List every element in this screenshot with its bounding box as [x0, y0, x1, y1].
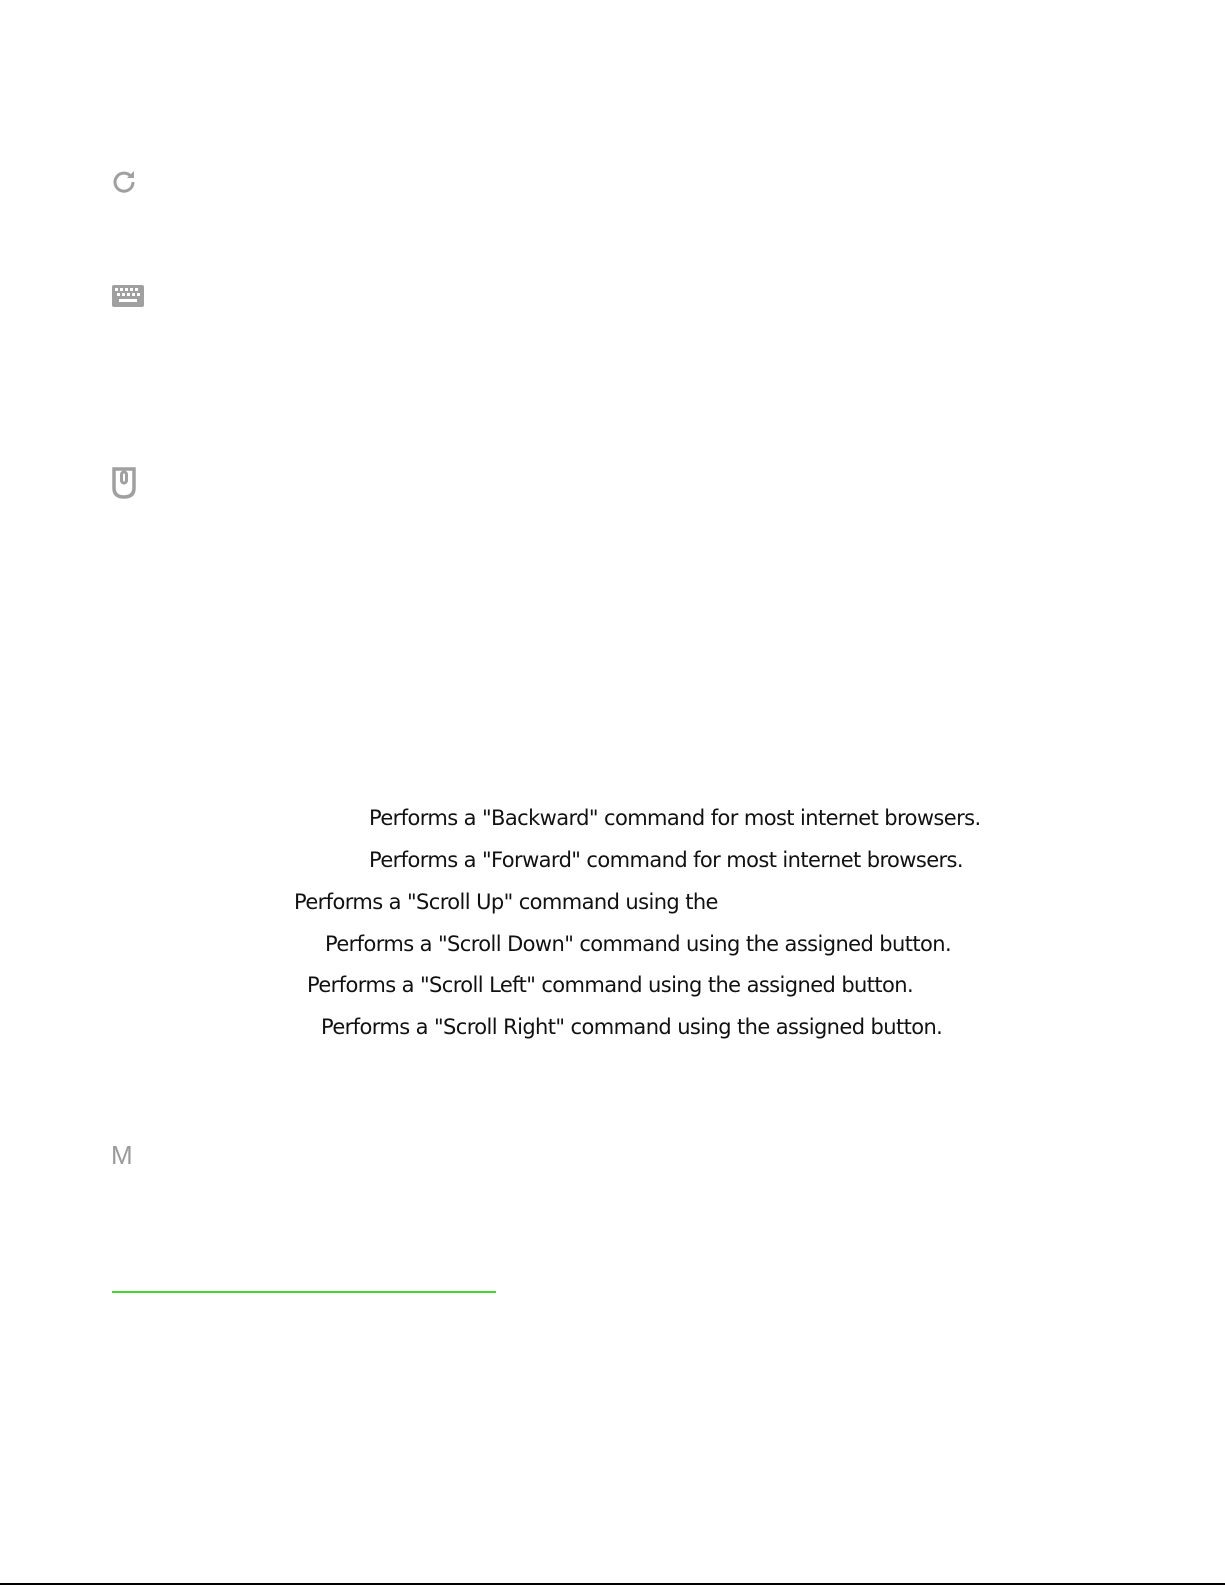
keyboard-icon	[111, 284, 145, 308]
refresh-icon	[110, 167, 138, 195]
macro-icon: M	[111, 1140, 133, 1170]
mouse-icon	[111, 466, 137, 500]
scroll-left-description: Performs a "Scroll Left" command using the assigned button.	[307, 973, 914, 997]
backward-description: Performs a "Backward" command for most internet browsers.	[369, 806, 981, 830]
scroll-down-description: Performs a "Scroll Down" command using the assigned button.	[325, 932, 952, 956]
forward-description: Performs a "Forward" command for most internet browsers.	[369, 848, 963, 872]
link-underline[interactable]	[112, 1291, 496, 1293]
scroll-up-description: Performs a "Scroll Up" command using the	[294, 890, 718, 914]
scroll-right-description: Performs a "Scroll Right" command using the assigned button.	[321, 1015, 943, 1039]
